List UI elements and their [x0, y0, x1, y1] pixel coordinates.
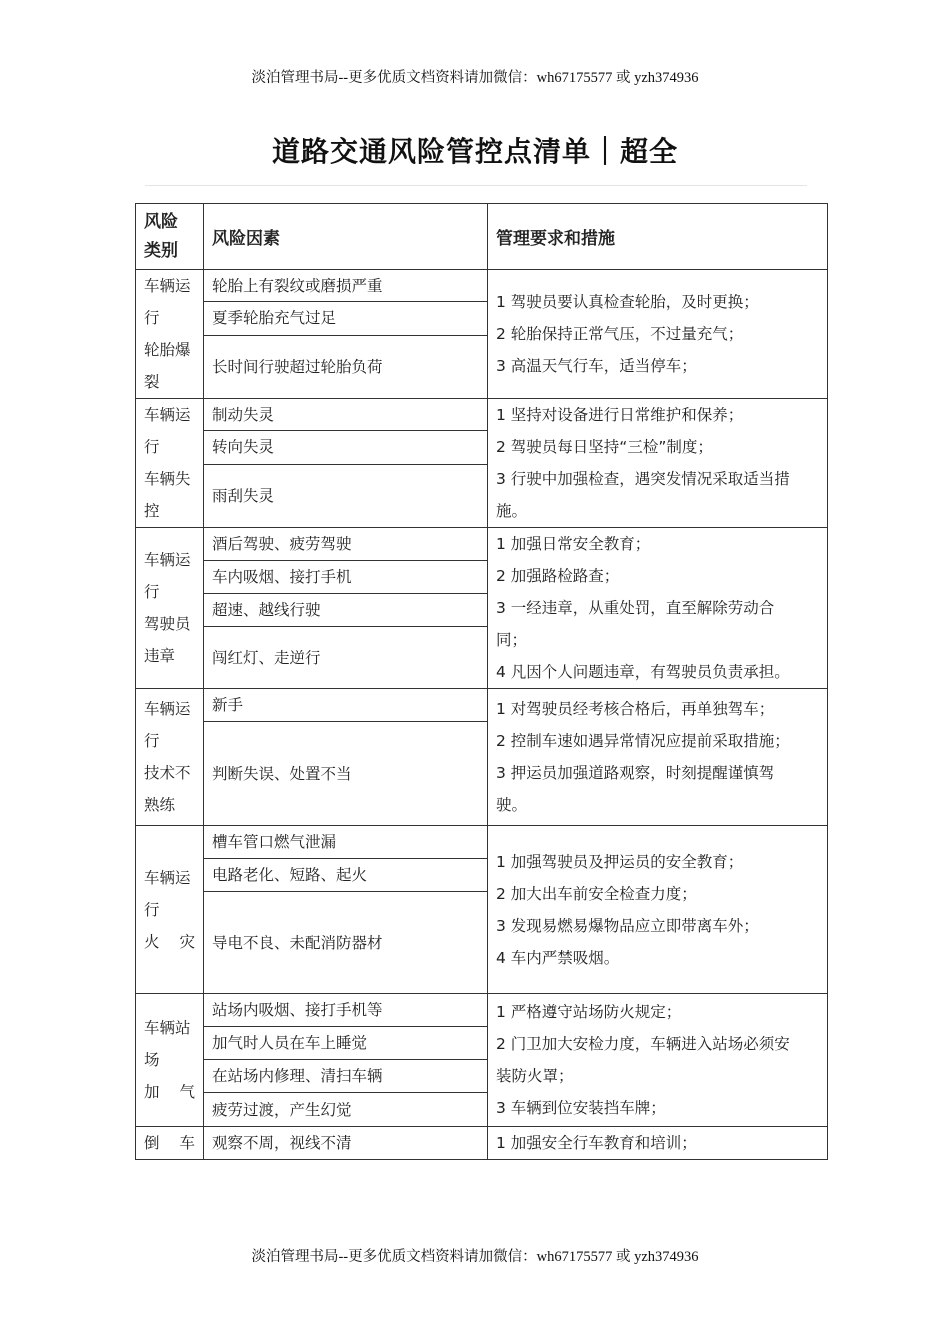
category-line: 车辆失	[144, 470, 191, 488]
measure-line: 1 严格遵守站场防火规定；	[496, 1003, 682, 1021]
category-line: 行	[144, 309, 160, 327]
measure-line: 4 凡因个人问题违章，有驾驶员负责承担。	[496, 663, 790, 681]
category-line: 控	[144, 502, 160, 520]
title-divider	[145, 185, 807, 186]
measure-line: 3 发现易燃易爆物品应立即带离车外；	[496, 916, 759, 935]
category-line: 行	[144, 583, 160, 601]
risk-category-cell	[136, 528, 204, 689]
risk-category-cell	[136, 399, 204, 528]
category-line: 车辆运	[144, 700, 191, 718]
risk-factor-cell: 长时间行驶超过轮胎负荷	[204, 335, 488, 399]
risk-factor-cell: 判断失误、处置不当	[204, 722, 488, 826]
measure-line: 驶。	[496, 796, 528, 814]
category-line: 车辆站	[144, 1019, 191, 1037]
risk-factor-cell: 新手	[204, 689, 488, 722]
risk-factor-cell: 站场内吸烟、接打手机等	[204, 994, 488, 1027]
measure-line: 3 行驶中加强检查，遇突发情况采取适当措	[496, 470, 790, 488]
category-line: 熟练	[144, 796, 176, 814]
measures-cell	[488, 689, 828, 826]
risk-category-cell	[136, 689, 204, 826]
category-line: 行	[144, 732, 160, 750]
measure-line: 2 驾驶员每日坚持“三检”制度；	[496, 438, 713, 456]
table-row	[136, 994, 828, 1027]
header-measures: 管理要求和措施	[488, 204, 828, 270]
measure-line: 1 对驾驶员经考核合格后，再单独驾车；	[496, 700, 775, 718]
category-line: 行	[144, 438, 160, 456]
risk-control-table	[135, 203, 828, 1160]
header-category-line: 风险	[144, 211, 178, 232]
category-line: 轮胎爆	[144, 341, 191, 359]
category-line: 火 灾	[144, 932, 195, 951]
risk-factor-cell: 导电不良、未配消防器材	[204, 892, 488, 994]
table-row	[136, 399, 828, 431]
measure-line: 1 加强日常安全教育；	[496, 535, 651, 553]
category-line: 驾驶员	[144, 615, 191, 633]
category-line: 裂	[144, 373, 160, 391]
measures-cell	[488, 399, 828, 528]
risk-category-cell	[136, 270, 204, 399]
measure-line: 1 加强安全行车教育和培训；	[496, 1134, 697, 1152]
measure-line: 2 控制车速如遇异常情况应提前采取措施；	[496, 732, 790, 750]
measure-line: 同；	[496, 631, 528, 649]
measure-line: 2 加大出车前安全检查力度；	[496, 884, 697, 903]
header-watermark-note: 淡泊管理书局--更多优质文档资料请加微信：wh67175577 或 yzh374936	[251, 70, 699, 86]
measure-line: 3 押运员加强道路观察，时刻提醒谨慎驾	[496, 764, 775, 782]
category-line: 违章	[144, 647, 176, 665]
risk-factor-cell: 制动失灵	[204, 399, 488, 431]
category-line: 车辆运	[144, 406, 191, 424]
category-line: 车辆运	[144, 868, 191, 887]
category-line: 车辆运	[144, 551, 191, 569]
table-row	[136, 689, 828, 722]
category-line: 技术不	[144, 764, 191, 782]
table-header-row	[136, 204, 828, 270]
footer-watermark-note: 淡泊管理书局--更多优质文档资料请加微信：wh67175577 或 yzh374936	[251, 1249, 699, 1265]
page-title: 道路交通风险管控点清单｜超全	[271, 135, 678, 168]
measure-line: 2 门卫加大安检力度，车辆进入站场必须安	[496, 1035, 790, 1053]
table-row	[136, 1127, 828, 1160]
risk-factor-cell: 加气时人员在车上睡觉	[204, 1027, 488, 1060]
risk-factor-cell: 车内吸烟、接打手机	[204, 561, 488, 594]
measure-line: 2 轮胎保持正常气压，不过量充气；	[496, 325, 744, 343]
risk-factor-cell: 槽车管口燃气泄漏	[204, 826, 488, 859]
risk-factor-cell: 在站场内修理、清扫车辆	[204, 1060, 488, 1093]
measure-line: 3 一经违章，从重处罚，直至解除劳动合	[496, 599, 775, 617]
risk-factor-cell: 观察不周，视线不清	[204, 1127, 488, 1160]
header-risk-category	[136, 204, 204, 270]
risk-factor-cell: 夏季轮胎充气过足	[204, 302, 488, 335]
measure-line: 施。	[496, 502, 528, 520]
measure-line: 装防火罩；	[496, 1067, 574, 1085]
risk-factor-cell: 闯红灯、走逆行	[204, 627, 488, 689]
measures-cell	[488, 1127, 828, 1160]
risk-factor-cell: 酒后驾驶、疲劳驾驶	[204, 528, 488, 561]
measure-line: 1 驾驶员要认真检查轮胎，及时更换；	[496, 293, 759, 311]
measure-line: 1 坚持对设备进行日常维护和保养；	[496, 406, 744, 424]
measures-cell	[488, 994, 828, 1127]
category-line: 场	[144, 1051, 160, 1069]
measure-line: 1 加强驾驶员及押运员的安全教育；	[496, 852, 744, 871]
header-category-line: 类别	[144, 240, 178, 261]
measure-line: 4 车内严禁吸烟。	[496, 948, 620, 967]
measure-line: 3 高温天气行车，适当停车；	[496, 357, 697, 375]
category-line: 车辆运	[144, 277, 191, 295]
table-row	[136, 270, 828, 302]
table-row	[136, 528, 828, 561]
measures-cell	[488, 826, 828, 994]
category-line: 倒 车	[144, 1134, 195, 1152]
category-line: 加 气	[144, 1083, 195, 1101]
risk-factor-cell: 转向失灵	[204, 431, 488, 464]
category-line: 行	[144, 900, 160, 919]
risk-category-cell	[136, 994, 204, 1127]
risk-factor-cell: 电路老化、短路、起火	[204, 859, 488, 892]
header-risk-factor: 风险因素	[204, 204, 488, 270]
risk-factor-cell: 轮胎上有裂纹或磨损严重	[204, 270, 488, 302]
risk-factor-cell: 超速、越线行驶	[204, 594, 488, 627]
risk-category-cell	[136, 1127, 204, 1160]
risk-factor-cell: 疲劳过渡，产生幻觉	[204, 1093, 488, 1127]
risk-factor-cell: 雨刮失灵	[204, 464, 488, 528]
measure-line: 3 车辆到位安装挡车牌；	[496, 1099, 666, 1117]
risk-category-cell	[136, 826, 204, 994]
measure-line: 2 加强路检路查；	[496, 567, 620, 585]
measures-cell	[488, 528, 828, 689]
measures-cell	[488, 270, 828, 399]
table-row	[136, 826, 828, 859]
